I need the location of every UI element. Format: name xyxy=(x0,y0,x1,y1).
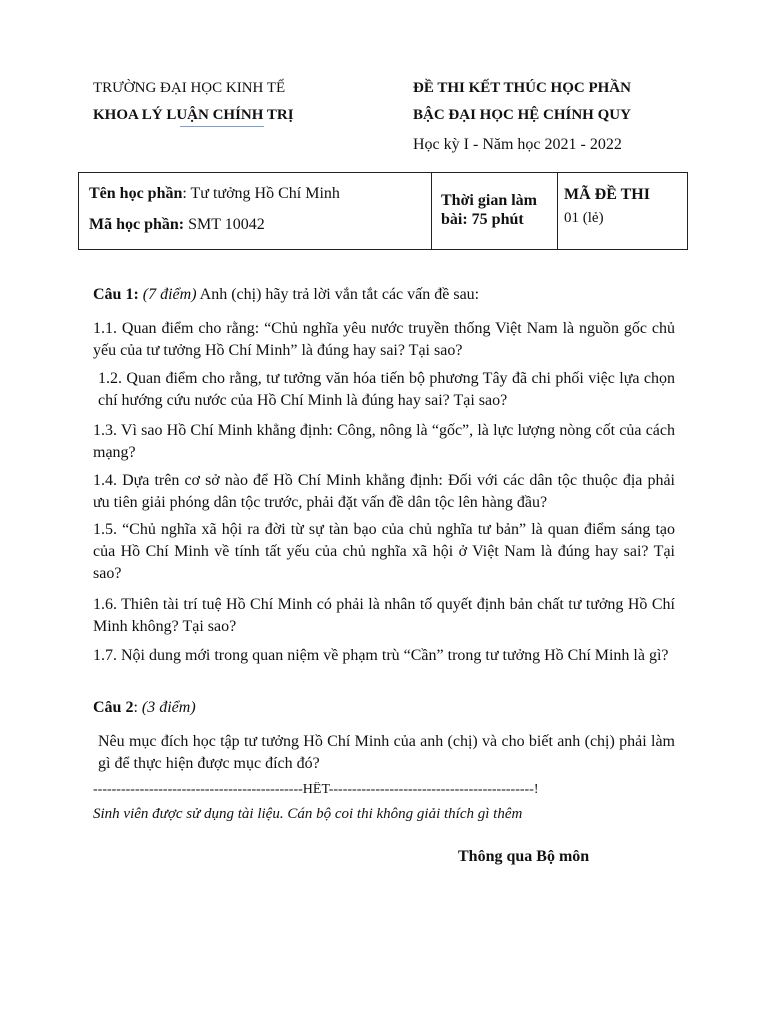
exam-code-label: MÃ ĐỀ THI xyxy=(564,186,650,203)
question-1-points: (7 điểm) xyxy=(142,286,197,303)
course-code-row xyxy=(89,214,431,236)
question-2-points: (3 điểm) xyxy=(141,699,196,716)
question-item-1-1: 1.1. Quan điểm cho rằng: “Chủ nghĩa yêu nước truyền thống Việt Nam là nguồn gốc chủ yếu của tư tưởng Hồ Chí Minh” là đúng hay sai? Tại sao? xyxy=(93,320,675,359)
faculty-underline xyxy=(180,126,264,127)
question-item-1-5: 1.5. “Chủ nghĩa xã hội ra đời từ sự tàn bạo của chủ nghĩa tư bản” là quan điểm sáng tạo của Hồ Chí Minh về tính tất yếu của chủ nghĩa xã hội ở Việt Nam là đúng hay sai? Tại sao? xyxy=(93,521,675,582)
question-item-1-6: 1.6. Thiên tài trí tuệ Hồ Chí Minh có phải là nhân tố quyết định bản chất tư tưởng Hồ Chí Minh không? Tại sao? xyxy=(93,596,675,635)
exam-code-value: 01 (lẻ) xyxy=(564,210,604,226)
question-item-1-7: 1.7. Nội dung mới trong quan niệm về phạm trù “Cần” trong tư tưởng Hồ Chí Minh là gì? xyxy=(93,647,669,664)
course-code-value: SMT 10042 xyxy=(184,216,265,233)
approval-signature: Thông qua Bộ môn xyxy=(458,848,590,865)
time-cell xyxy=(432,173,558,249)
question-item-1-3: 1.3. Vì sao Hồ Chí Minh khẳng định: Công, nông là “gốc”, là lực lượng nòng cốt của cách mạng? xyxy=(93,422,675,461)
semester-line: Học kỳ I - Năm học 2021 - 2022 xyxy=(413,136,622,153)
course-code-label: Mã học phần: xyxy=(89,216,185,233)
question-1-label: Câu 1: xyxy=(93,286,139,303)
program-name: BẬC ĐẠI HỌC HỆ CHÍNH QUY xyxy=(413,107,631,123)
question-2-heading xyxy=(93,699,196,717)
course-name-label: Tên học phần xyxy=(89,185,183,202)
exam-code-cell xyxy=(558,173,687,249)
school-name: TRƯỜNG ĐẠI HỌC KINH TẾ xyxy=(93,80,286,96)
end-divider: ---------------------------------------------HẾT--------------------------------------------! xyxy=(93,782,539,797)
question-1-heading xyxy=(93,286,479,304)
exam-note: Sinh viên được sử dụng tài liệu. Cán bộ coi thi không giải thích gì thêm xyxy=(93,806,523,822)
time-line-1: Thời gian làm xyxy=(441,192,537,209)
course-cell xyxy=(79,173,432,249)
question-item-1-4: 1.4. Dựa trên cơ sở nào để Hồ Chí Minh khẳng định: Đối với các dân tộc thuộc địa phải ưu tiên giải phóng dân tộc trước, phải đặt vấn đề dân tộc lên hàng đầu? xyxy=(93,472,675,511)
question-2-label: Câu 2 xyxy=(93,699,134,716)
time-line-2: bài: 75 phút xyxy=(441,211,524,228)
question-1-prompt: Anh (chị) hãy trả lời vắn tắt các vấn đề sau: xyxy=(196,286,480,303)
question-2-colon: : xyxy=(133,699,138,716)
question-2-text: Nêu mục đích học tập tư tưởng Hồ Chí Minh của anh (chị) và cho biết anh (chị) phải làm gì để thực hiện được mục đích đó? xyxy=(98,733,675,772)
faculty-name: KHOA LÝ LUẬN CHÍNH TRỊ xyxy=(93,107,294,123)
exam-title: ĐỀ THI KẾT THÚC HỌC PHẦN xyxy=(413,80,631,96)
question-item-1-2: 1.2. Quan điểm cho rằng, tư tưởng văn hóa tiến bộ phương Tây đã chi phối việc lựa chọn chí hướng cứu nước của Hồ Chí Minh là đúng hay sai? Tại sao? xyxy=(98,370,675,409)
course-name-row xyxy=(89,183,431,205)
course-name-value: : Tư tưởng Hồ Chí Minh xyxy=(182,185,340,202)
course-info-table xyxy=(78,172,688,250)
